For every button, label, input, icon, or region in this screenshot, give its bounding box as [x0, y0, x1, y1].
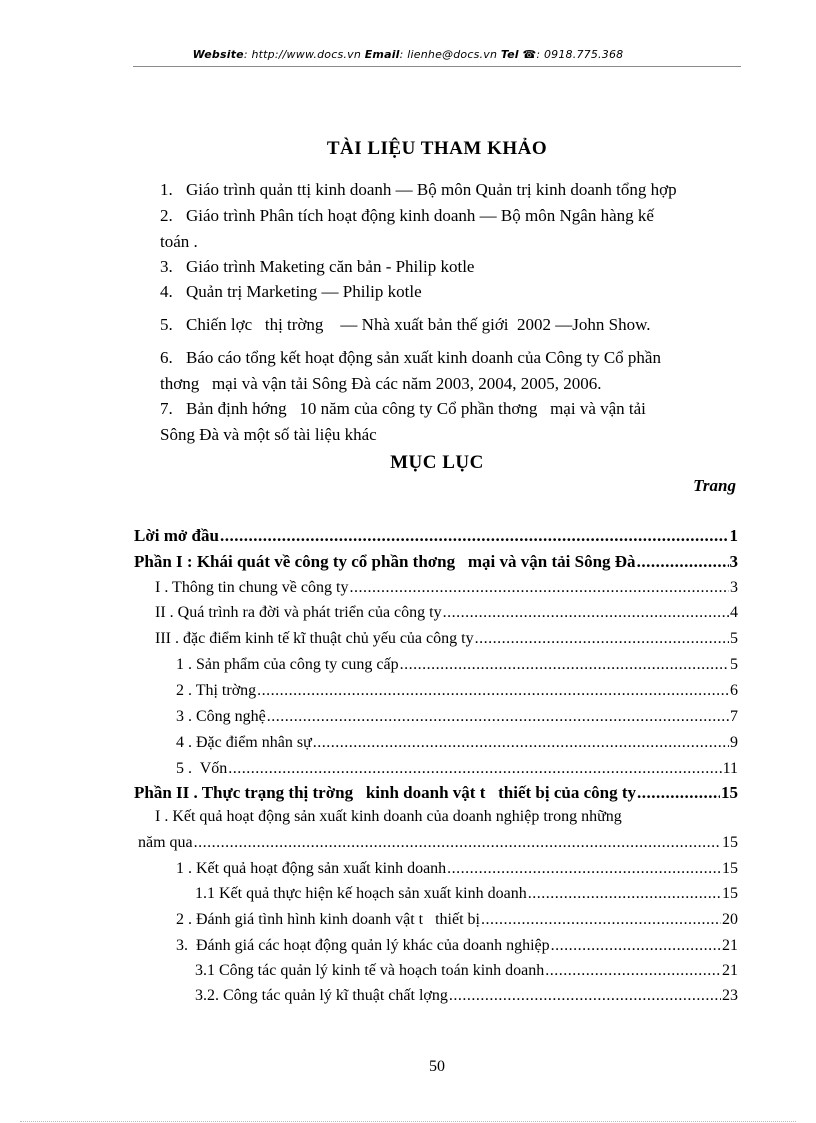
toc-entry[interactable]: Phần II . Thực trạng thị trờng kinh doanh vật t thiết bị của công ty ..... 15	[134, 783, 738, 803]
tel-value: : 0918.775.368	[536, 48, 624, 61]
toc-entry[interactable]: năm qua ..... 15	[138, 834, 738, 852]
toc-entry[interactable]: 1.1 Kết quả thực hiện kế hoạch sản xuất kinh doanh ..... 15	[195, 885, 738, 903]
toc-entry[interactable]: III . đặc điểm kinh tế kĩ thuật chủ yếu của công ty ..... 5	[155, 630, 738, 648]
toc-entry[interactable]: 5 . Vốn ..... 11	[176, 760, 738, 778]
reference-item-continuation: toán .	[160, 232, 198, 251]
references-title: TÀI LIỆU THAM KHẢO	[326, 138, 548, 159]
page-number: 50	[429, 1058, 445, 1075]
reference-item: 2. Giáo trình Phân tích hoạt động kinh doanh — Bộ môn Ngân hàng kế	[160, 206, 654, 225]
toc-entry[interactable]: 1 . Kết quả hoạt động sản xuất kinh doanh ..... 15	[176, 860, 738, 878]
reference-item: 5. Chiến lợc thị trờng — Nhà xuất bản thế giới 2002 —John Show.	[160, 315, 651, 334]
website-label: Website	[192, 48, 244, 61]
page-header	[0, 48, 816, 61]
toc-entry[interactable]: Lời mở đầu ..... 1	[134, 526, 738, 546]
email-value: : lienhe@docs.vn	[399, 48, 498, 61]
reference-item: 7. Bản định hớng 10 năm của công ty Cổ phần thơng mại và vận tải	[160, 399, 646, 418]
toc-entry[interactable]: II . Quá trình ra đời và phát triển của công ty ..... 4	[155, 604, 738, 622]
reference-item: 4. Quản trị Marketing — Philip kotle	[160, 282, 422, 301]
footer-divider	[20, 1121, 796, 1122]
reference-item-continuation: Sông Đà và một số tài liệu khác	[160, 425, 377, 444]
toc-entry[interactable]: 2 . Đánh giá tình hình kinh doanh vật t thiết bị ..... 20	[176, 911, 738, 929]
reference-item: 1. Giáo trình quản ttị kinh doanh — Bộ môn Quản trị kinh doanh tổng hợp	[160, 180, 677, 199]
toc-entry[interactable]: 3 . Công nghệ ..... 7	[176, 708, 738, 726]
toc-title: MỤC LỤC	[390, 452, 484, 473]
toc-entry[interactable]: 3.2. Công tác quản lý kĩ thuật chất lợng ..... 23	[195, 987, 738, 1005]
tel-label: Tel	[500, 48, 519, 61]
header-divider	[133, 66, 741, 67]
website-value: : http://www.docs.vn	[243, 48, 361, 61]
phone-icon: ☎	[522, 48, 537, 61]
toc-entry[interactable]: 3.1 Công tác quản lý kinh tế và hoạch toán kinh doanh ..... 21	[195, 962, 738, 980]
reference-item: 3. Giáo trình Maketing căn bản - Philip kotle	[160, 257, 475, 276]
reference-item-continuation: thơng mại và vận tải Sông Đà các năm 2003, 2004, 2005, 2006.	[160, 374, 602, 393]
toc-entry[interactable]: 3. Đánh giá các hoạt động quản lý khác của doanh nghiệp ..... 21	[176, 937, 738, 955]
toc-entry[interactable]: 2 . Thị trờng ..... 6	[176, 682, 738, 700]
toc-entry-first-line[interactable]: I . Kết quả hoạt động sản xuất kinh doanh của doanh nghiệp trong những	[155, 808, 622, 825]
toc-entry[interactable]: 4 . Đặc điểm nhân sự ..... 9	[176, 734, 738, 752]
toc-entry[interactable]: Phần I : Khái quát về công ty cổ phần thơng mại và vận tải Sông Đà ..... 3	[134, 552, 738, 572]
email-label: Email	[364, 48, 400, 61]
toc-entry[interactable]: 1 . Sản phẩm của công ty cung cấp ..... 5	[176, 656, 738, 674]
toc-page-label: Trang	[693, 476, 736, 495]
toc-entry[interactable]: I . Thông tin chung về công ty ..... 3	[155, 579, 738, 597]
reference-item: 6. Báo cáo tổng kết hoạt động sản xuất kinh doanh của Công ty Cổ phần	[160, 348, 661, 367]
